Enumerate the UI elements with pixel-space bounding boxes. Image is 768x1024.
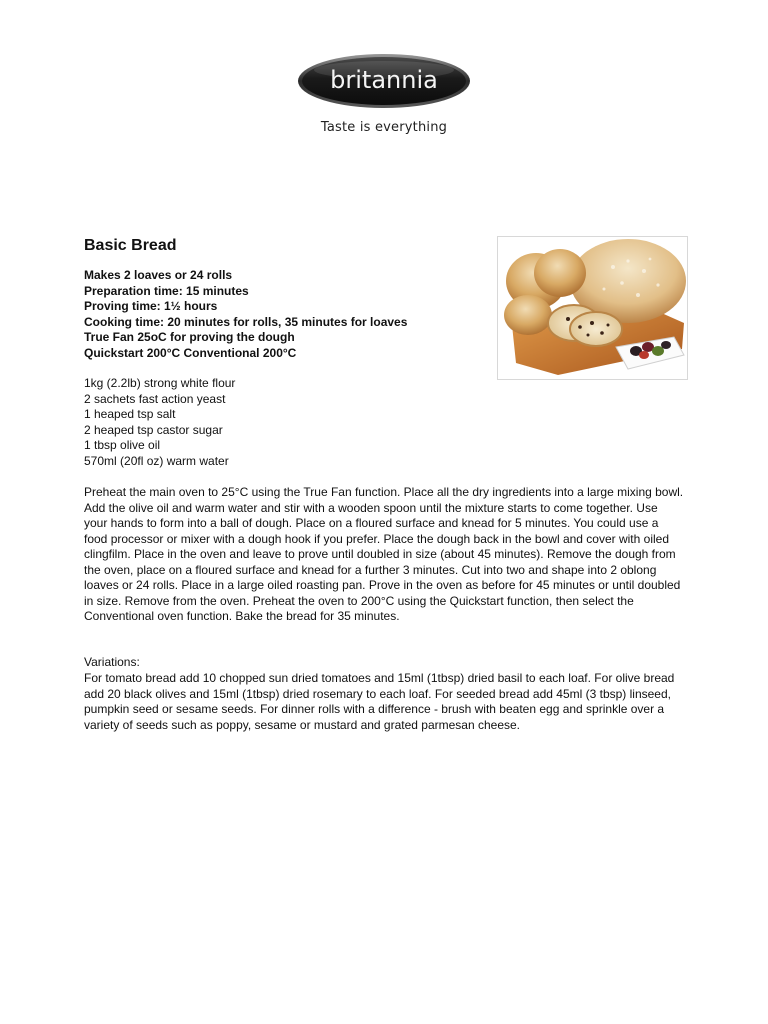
recipe-specs [84, 268, 407, 361]
britannia-logo [297, 53, 471, 109]
ingredients-list [84, 376, 235, 470]
bread-roll [534, 249, 586, 297]
ingredient-item: 1kg (2.2lb) strong white flour [84, 376, 236, 390]
tagline: Taste is everything [320, 120, 448, 135]
ingredient-item: 1 heaped tsp salt [84, 407, 176, 422]
ingredient-item: 1 tbsp olive oil [84, 438, 161, 453]
method-paragraph: Preheat the main oven to 25°C using the True Fan function. Place all the dry ingredients into a large mixing bowl. Add the olive oil and warm water and stir with a wooden spoon until the mixture starts to come together. Use your hands to form into a ball of dough. Place on a floured surface and knead for 5 minutes. You could use a food processor or mixer with a dough hook if you prefer. Place the dough back in the bowl and cover with oiled clingfilm. Place in the oven and leave to prove until doubled in size (about 45 minutes). Remove the dough from the oven, place on a floured surface and knead for a further 3 minutes. Cut into two and shape into 2 oblong loaves or 24 rolls. Place in a large oiled roasting pan. Prove in the oven as before for 45 minutes or until doubled in size. Remove from the oven. Preheat the oven to 200°C using the Quickstart function, then select the Conventional oven function. Bake the bread for 35 minutes. [84, 485, 684, 623]
spec-cooking-time: Cooking time: 20 minutes for rolls, 35 minutes for loaves [84, 314, 408, 329]
ingredient-item: 2 sachets fast action yeast [84, 391, 226, 406]
spec-proving-time: Proving time: 1½ hours [84, 299, 218, 313]
ingredient-item: 570ml (20fl oz) warm water [84, 453, 229, 468]
bread-slice [570, 312, 622, 346]
spec-proving-setting: True Fan 25oC for proving the dough [84, 330, 295, 344]
bread-roll [504, 295, 552, 335]
spec-prep-time: Preparation time: 15 minutes [84, 283, 249, 298]
logo-wordmark: britannia [330, 66, 438, 94]
variations-heading: Variations: [84, 655, 140, 669]
spec-oven-setting: Quickstart 200°C Conventional 200°C [84, 345, 297, 360]
ingredient-item: 2 heaped tsp castor sugar [84, 422, 223, 437]
bread-photo [497, 236, 688, 380]
variations-paragraph: For tomato bread add 10 chopped sun dried tomatoes and 15ml (1tbsp) dried basil to each loaf. For olive bread add 20 black olives and 15ml (1tbsp) dried rosemary to each loaf. For seeded bread add 45ml (3 tbsp) linseed, pumpkin seed or sesame seeds. For dinner rolls with a difference - brush with beaten egg and sprinkle over a variety of seeds such as poppy, sesame or mustard and grated parmesan cheese. [84, 671, 675, 732]
logo-badge [297, 53, 471, 109]
spec-yield: Makes 2 loaves or 24 rolls [84, 268, 233, 282]
recipe-title: Basic Bread [84, 237, 177, 254]
bread-illustration [498, 237, 687, 379]
